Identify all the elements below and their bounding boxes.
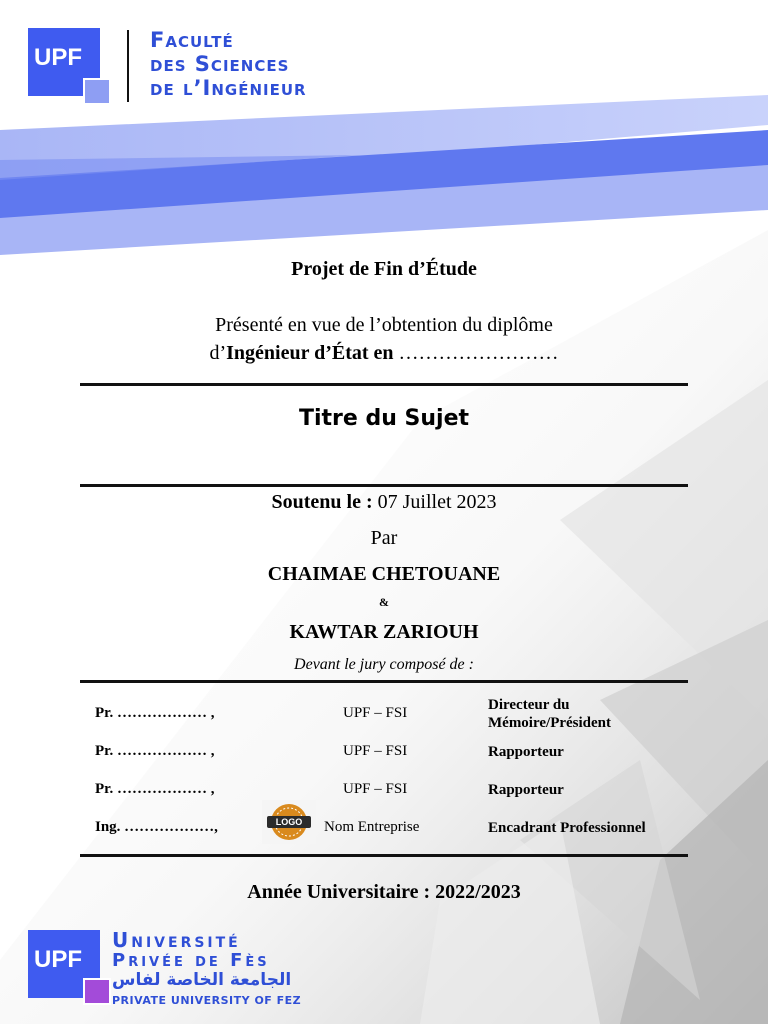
divider-middle: [80, 484, 688, 487]
academic-year: Année Universitaire : 2022/2023: [247, 881, 521, 903]
defense-date: 07 Juillet 2023: [377, 491, 497, 513]
jury-name-2: Pr. ……………… ,: [95, 743, 215, 759]
thesis-title: Titre du Sujet: [298, 406, 470, 431]
jury-name-1: Pr. ……………… ,: [95, 705, 215, 721]
divider-top: [80, 383, 688, 386]
degree-prefix: d’: [209, 342, 227, 364]
upf-logo: [28, 28, 108, 101]
jury-name-3: Pr. ……………… ,: [95, 781, 215, 797]
university-name-english: PRIVATE UNIVERSITY OF FEZ: [112, 994, 302, 1007]
divider-jury-bottom: [80, 854, 688, 857]
ampersand: &: [379, 595, 389, 609]
student-name-1: CHAIMAE CHETOUANE: [267, 563, 501, 585]
logo-badge-text: LOGO: [275, 817, 303, 827]
by-label: Par: [370, 527, 398, 549]
university-name-line2: Privée de Fès: [112, 950, 270, 971]
jury-role-4: Encadrant Professionnel: [488, 820, 646, 836]
jury-name-4: Ing. ………………,: [95, 819, 218, 835]
faculty-name-line3: de l’Ingénieur: [150, 76, 307, 100]
divider-jury-top: [80, 680, 688, 683]
jury-affiliation-3: UPF – FSI: [343, 781, 408, 797]
jury-affiliation-1: UPF – FSI: [343, 705, 408, 721]
jury-role-1-line1: Directeur du: [488, 697, 570, 713]
footer-logo-text: UPF: [34, 946, 82, 973]
jury-role-3: Rapporteur: [488, 782, 564, 798]
university-name-arabic: الجامعة الخاصة لفاس: [112, 970, 292, 990]
header-divider: [127, 30, 129, 102]
degree-line: [0, 342, 768, 365]
company-logo-placeholder: [262, 800, 316, 844]
presented-for: Présenté en vue de l’obtention du diplôme: [215, 314, 553, 336]
jury-affiliation-4: Nom Entreprise: [324, 819, 420, 835]
degree-dots: ……………………: [398, 342, 559, 364]
jury-role-1-line2: Mémoire/Président: [488, 715, 612, 731]
university-name-line1: Université: [112, 928, 241, 952]
faculty-name-line2: des Sciences: [150, 52, 290, 76]
faculty-name-line1: Faculté: [150, 28, 234, 52]
student-name-2: KAWTAR ZARIOUH: [289, 621, 479, 643]
jury-role-2: Rapporteur: [488, 744, 564, 760]
jury-role-1: [488, 696, 611, 732]
degree-name: Ingénieur d’État en: [226, 342, 394, 364]
jury-affiliation-2: UPF – FSI: [343, 743, 408, 759]
logo-text: UPF: [34, 44, 82, 71]
defense-label: Soutenu le :: [271, 491, 373, 513]
defense-date-line: [0, 491, 768, 514]
footer-logo-accent-square: [83, 978, 111, 1005]
project-type: Projet de Fin d’Étude: [291, 258, 477, 280]
logo-accent-square: [83, 78, 111, 105]
jury-intro: Devant le jury composé de :: [294, 656, 474, 673]
